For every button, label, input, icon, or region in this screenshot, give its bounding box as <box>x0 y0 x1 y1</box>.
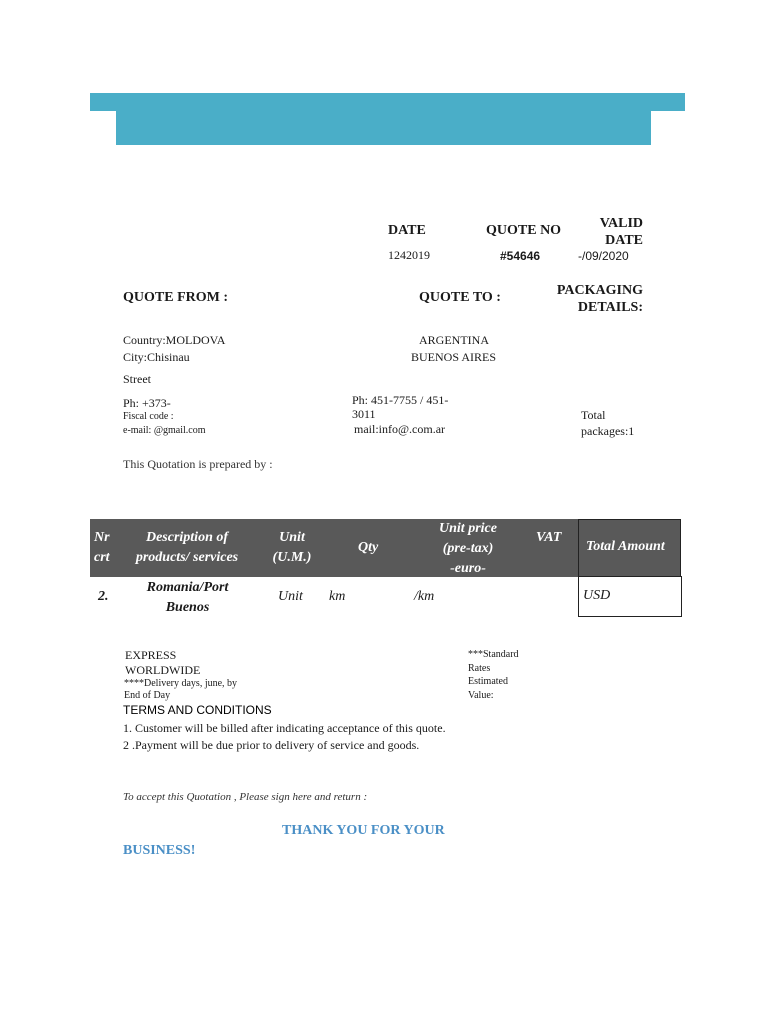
valid-date-label-line1: VALID <box>599 216 643 231</box>
col-header-nr-line1: Nr <box>94 530 110 545</box>
row-unit: Unit <box>278 589 303 604</box>
col-header-unit-price <box>428 519 508 579</box>
standard-line1: ***Standard <box>468 649 519 660</box>
term-1: 1. Customer will be billed after indicating acceptance of this quote. <box>123 721 446 735</box>
col-header-description-line2: products/ services <box>135 550 239 565</box>
row-qty: km <box>329 589 346 604</box>
packaging-label <box>540 282 643 316</box>
row-unit-price: /km <box>414 589 435 604</box>
col-header-description-line1: Description of <box>145 530 229 545</box>
term-2: 2 .Payment will be due prior to delivery of service and goods. <box>123 738 420 752</box>
valid-date-label <box>580 215 643 249</box>
packages-total-line2: packages:1 <box>581 424 635 438</box>
standard-line2: Rates <box>468 662 491 674</box>
quote-no-label: QUOTE NO <box>486 223 562 238</box>
to-phone-line1: Ph: 451-7755 / 451- <box>352 393 449 407</box>
packages-total <box>581 407 634 439</box>
row-nr: 2. <box>98 589 109 604</box>
valid-date-label-line2: DATE <box>605 233 643 248</box>
to-phone-line2: 3011 <box>352 407 376 421</box>
from-street: Street <box>123 372 151 386</box>
col-header-unit-price-line1: Unit price <box>439 521 497 536</box>
header-banner <box>90 93 685 111</box>
col-header-description <box>126 528 248 568</box>
col-header-unit-line1: Unit <box>279 530 305 545</box>
to-phone <box>352 393 448 421</box>
thank-you-line2: BUSINESS! <box>123 843 196 858</box>
col-header-unit-price-line2: (pre-tax) <box>442 541 494 556</box>
express-worldwide <box>125 648 200 678</box>
date-value: 1242019 <box>388 248 430 262</box>
col-header-qty: Qty <box>358 540 379 555</box>
accept-instruction: To accept this Quotation , Please sign here and return : <box>123 791 368 803</box>
packaging-label-line2: DETAILS: <box>577 300 643 315</box>
delivery-line2: End of Day <box>124 690 171 701</box>
thank-you-line1: THANK YOU FOR YOUR <box>282 823 445 838</box>
express-line2: WORLDWIDE <box>125 663 201 677</box>
col-header-nr <box>94 528 110 568</box>
from-city: City:Chisinau <box>123 350 190 364</box>
from-email: e-mail: @gmail.com <box>123 425 206 436</box>
standard-line4: Value: <box>468 689 494 701</box>
col-header-unit <box>262 528 322 568</box>
standard-line3: Estimated <box>468 676 508 687</box>
prepared-by: This Quotation is prepared by : <box>123 457 273 471</box>
to-country: ARGENTINA <box>419 333 489 347</box>
col-header-total: Total Amount <box>586 539 665 554</box>
row-description-line1: Romania/Port <box>146 580 229 595</box>
row-description <box>130 578 245 618</box>
to-mail: mail:info@.com.ar <box>354 422 446 436</box>
to-city: BUENOS AIRES <box>411 350 497 364</box>
packaging-label-line1: PACKAGING <box>556 283 643 298</box>
col-header-unit-line2: (U.M.) <box>272 550 312 565</box>
express-line1: EXPRESS <box>125 648 177 662</box>
col-header-nr-line2: crt <box>94 550 110 565</box>
from-country: Country:MOLDOVA <box>123 333 226 347</box>
date-label: DATE <box>388 223 426 238</box>
valid-date-value: -/09/2020 <box>578 249 629 263</box>
quote-from-label: QUOTE FROM : <box>123 290 228 305</box>
terms-title: TERMS AND CONDITIONS <box>123 703 272 717</box>
row-description-line2: Buenos <box>165 600 210 615</box>
col-header-vat: VAT <box>536 530 562 545</box>
header-banner-lower <box>116 110 651 145</box>
col-header-unit-price-line3: -euro- <box>450 561 486 576</box>
quote-to-label: QUOTE TO : <box>419 290 501 305</box>
from-fiscal-code: Fiscal code : <box>123 411 174 422</box>
quote-no-value: #54646 <box>500 249 541 263</box>
standard-rates-note <box>468 648 519 702</box>
row-total: USD <box>583 588 611 603</box>
delivery-line1: ****Delivery days, june, by <box>124 678 238 689</box>
packages-total-line1: Total <box>581 408 606 422</box>
from-phone: Ph: +373- <box>123 396 171 410</box>
delivery-note <box>124 678 237 702</box>
